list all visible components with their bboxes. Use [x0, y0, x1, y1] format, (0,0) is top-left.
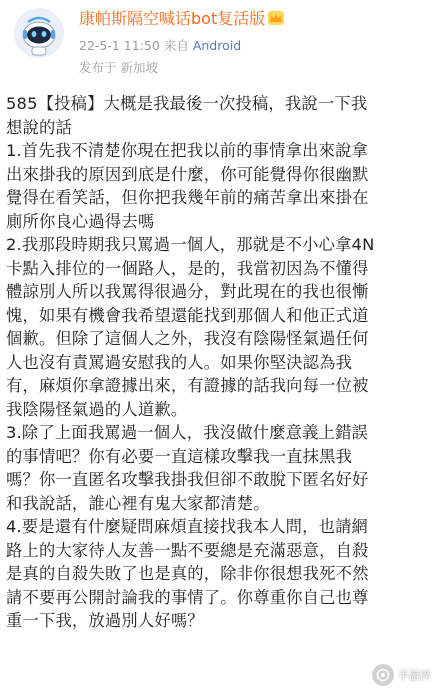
- post-line: 有，麻煩你拿證據出來，有證據的話我向每一位被: [6, 376, 369, 395]
- post-line: 覺得在看笑話，但你把我幾年前的痛苦拿出來掛在: [6, 188, 369, 207]
- post-line: 585【投稿】大概是我最後一次投稿，我說一下我: [6, 94, 368, 113]
- post-line: 出來掛我的原因到底是什麼，你可能覺得你很幽默: [6, 164, 369, 184]
- post-header: [0, 0, 445, 90]
- post-line: 是真的自殺失敗了也是真的，除非你很想我死不然: [6, 564, 369, 583]
- username[interactable]: [79, 8, 284, 30]
- post-line: 4.要是還有什麼疑問麻煩直接找我本人問，也請網: [6, 517, 369, 536]
- post-line: 的事情吧？你有必要一直這樣攻擊我一直抹黑我: [6, 446, 353, 466]
- post-line: 我陰陽怪氣過的人道歉。: [6, 399, 188, 419]
- post-line: 重一下我，放過別人好嗎？: [6, 611, 204, 630]
- post-line: 1.首先我不清楚你現在把我以前的事情拿出來說拿: [6, 141, 369, 160]
- post-line: 和我說話，誰心裡有鬼大家都清楚。: [6, 493, 270, 513]
- post-line: 愧，如果有機會我希望還能找到那個人和他正式道: [6, 305, 369, 325]
- post-line: 2.我那段時期我只罵過一個人，那就是不小心拿4N: [6, 235, 375, 254]
- post-location: 发布于 新加坡: [79, 60, 158, 75]
- watermark: [372, 664, 431, 686]
- username-text[interactable]: 康帕斯隔空喊话bot复活版: [79, 9, 266, 28]
- crown-icon: [268, 11, 284, 25]
- post-line: 3.除了上面我罵過一個人，我沒做什麼意義上錯誤: [6, 423, 369, 442]
- post-line: 個歉。但除了這個人之外，我沒有陰陽怪氣過任何: [6, 329, 369, 348]
- post-source[interactable]: Android: [192, 38, 242, 53]
- post-line: 廁所你良心過得去嗎: [6, 211, 155, 231]
- post-meta: [79, 38, 241, 54]
- post-line: 嗎？你一直匿名攻擊我掛我但卻不敢脫下匿名好好: [6, 470, 369, 489]
- post-body: [6, 92, 438, 633]
- avatar[interactable]: [14, 8, 64, 58]
- post-line: 想說的話: [6, 117, 72, 137]
- post-line: 人也沒有責罵過安慰我的人。如果你堅決認為我: [6, 352, 353, 372]
- post-line: 體諒別人所以我罵得很過分，對此現在的我也很慚: [6, 282, 369, 301]
- post-line: 路上的大家待人友善一點不要總是充滿惡意，自殺: [6, 540, 369, 560]
- post-line: 請不要再公開討論我的事情了。你尊重你自己也尊: [6, 587, 369, 607]
- robot-avatar-icon: [14, 8, 64, 58]
- post-line: 卡點入排位的一個路人，是的，我當初因為不懂得: [6, 258, 369, 278]
- watermark-logo-icon: [372, 664, 394, 686]
- from-label: 来自: [163, 38, 189, 53]
- watermark-text: 手游淬: [398, 669, 431, 682]
- post-date: 22-5-1 11:50: [79, 38, 160, 53]
